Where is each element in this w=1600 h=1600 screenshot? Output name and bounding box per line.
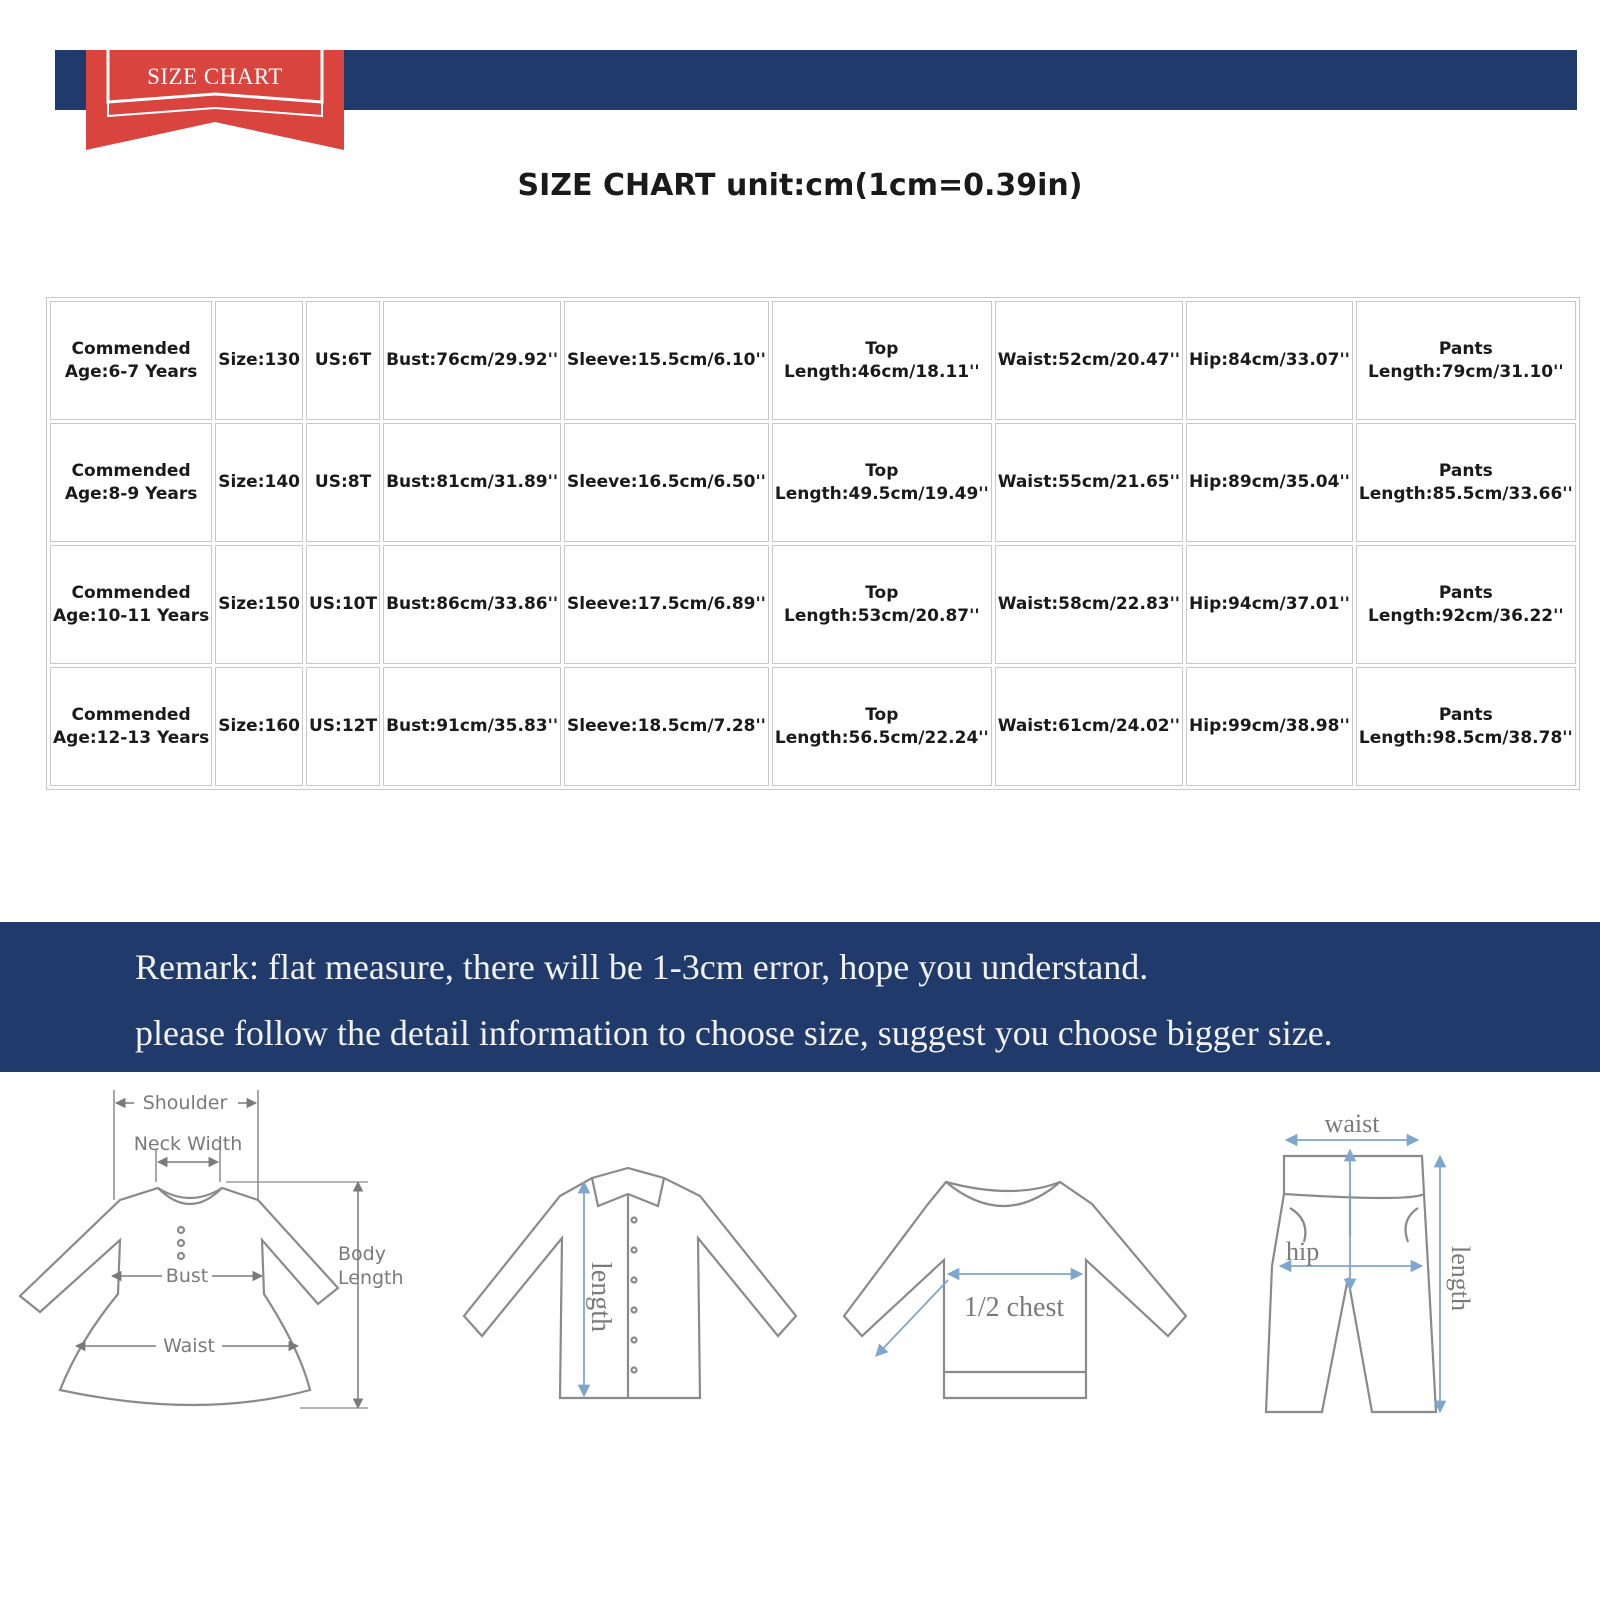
shirt-diagram — [464, 1168, 796, 1398]
shirt-length-label: length — [585, 1262, 616, 1332]
size-table — [46, 297, 1580, 790]
sleeve-cell — [564, 301, 769, 420]
bust-cell-text: Bust:91cm/35.83'' — [386, 716, 559, 736]
sleeve-cell-text: Sleeve:16.5cm/6.50'' — [567, 472, 766, 492]
top-length-cell — [772, 667, 992, 786]
table-row — [50, 667, 1576, 786]
pants-length-cell — [1356, 667, 1576, 786]
sleeve-cell — [564, 667, 769, 786]
hip-cell-text: Hip:84cm/33.07'' — [1189, 350, 1350, 370]
us-size-cell — [306, 667, 380, 786]
size-cell — [215, 301, 303, 420]
remark-line-2: please follow the detail information to choose size, suggest you choose bigger size. — [135, 1013, 1333, 1053]
badge-label: SIZE CHART — [147, 64, 283, 89]
recommended-age-cell-text: Commended — [71, 338, 191, 359]
waist-cell-text: Waist:55cm/21.65'' — [997, 472, 1181, 492]
pants-length-cell-text: Length:85.5cm/33.66'' — [1358, 483, 1573, 504]
waist-cell-text: Waist:58cm/22.83'' — [997, 594, 1181, 614]
recommended-age-cell — [50, 301, 212, 420]
dress-length-label: Length — [338, 1267, 404, 1289]
bust-cell — [383, 423, 561, 542]
pants-length-cell-text: Length:92cm/36.22'' — [1368, 605, 1564, 626]
top-length-cell-text: Top — [865, 460, 899, 481]
size-cell-text: Size:130 — [218, 350, 300, 370]
recommended-age-cell — [50, 667, 212, 786]
sleeve-cell — [564, 423, 769, 542]
recommended-age-cell-text: Age:6-7 Years — [64, 361, 198, 382]
recommended-age-cell-text: Commended — [71, 460, 191, 481]
hip-cell-text: Hip:89cm/35.04'' — [1189, 472, 1350, 492]
top-length-cell-text: Length:56.5cm/22.24'' — [774, 727, 989, 748]
dress-shoulder-label: Shoulder — [142, 1092, 228, 1114]
recommended-age-cell — [50, 423, 212, 542]
bust-cell — [383, 301, 561, 420]
table-row — [50, 423, 1576, 542]
bust-cell — [383, 545, 561, 664]
sleeve-cell-text: Sleeve:15.5cm/6.10'' — [567, 350, 766, 370]
us-size-cell-text: US:12T — [308, 716, 378, 736]
bust-cell — [383, 667, 561, 786]
hip-cell — [1186, 301, 1353, 420]
pants-length-cell-text: Length:79cm/31.10'' — [1368, 361, 1564, 382]
hip-cell-text: Hip:94cm/37.01'' — [1189, 594, 1350, 614]
top-length-cell — [772, 423, 992, 542]
dress-body-label: Body — [338, 1243, 386, 1265]
hip-cell-text: Hip:99cm/38.98'' — [1189, 716, 1350, 736]
remark-band — [0, 922, 1600, 1072]
waist-cell-text: Waist:61cm/24.02'' — [997, 716, 1181, 736]
top-length-cell-text: Top — [865, 582, 899, 603]
dress-neck-width-label: Neck Width — [133, 1133, 243, 1155]
top-length-cell-text: Top — [865, 338, 899, 359]
pants-length-cell — [1356, 423, 1576, 542]
hip-cell — [1186, 545, 1353, 664]
pants-length-cell-text: Length:98.5cm/38.78'' — [1358, 727, 1573, 748]
recommended-age-cell-text: Commended — [71, 582, 191, 603]
table-row — [50, 301, 1576, 420]
recommended-age-cell-text: Age:10-11 Years — [53, 605, 210, 626]
size-cell-text: Size:150 — [218, 594, 300, 614]
us-size-cell-text: US:6T — [314, 350, 372, 370]
measurement-diagrams — [0, 1090, 1600, 1450]
pants-length-cell — [1356, 301, 1576, 420]
recommended-age-cell — [50, 545, 212, 664]
pants-length-cell-text: Pants — [1438, 582, 1493, 603]
hip-cell — [1186, 423, 1353, 542]
sweater-chest-label: 1/2 chest — [963, 1292, 1065, 1323]
top-length-cell — [772, 545, 992, 664]
top-length-cell-text: Length:49.5cm/19.49'' — [774, 483, 989, 504]
pants-waist-label: waist — [1324, 1109, 1380, 1138]
size-cell — [215, 545, 303, 664]
us-size-cell — [306, 545, 380, 664]
pants-length-cell-text: Pants — [1438, 704, 1493, 725]
bust-cell-text: Bust:81cm/31.89'' — [386, 472, 559, 492]
waist-cell — [995, 667, 1183, 786]
recommended-age-cell-text: Commended — [71, 704, 191, 725]
pants-length-cell-text: Pants — [1438, 460, 1493, 481]
bust-cell-text: Bust:76cm/29.92'' — [386, 350, 559, 370]
top-length-cell — [772, 301, 992, 420]
pants-length-cell-text: Pants — [1438, 338, 1493, 359]
remark-line-1: Remark: flat measure, there will be 1-3cm error, hope you understand. — [135, 947, 1149, 987]
pants-diagram — [1266, 1140, 1440, 1412]
pants-hip-label: hip — [1286, 1237, 1320, 1266]
table-row — [50, 545, 1576, 664]
us-size-cell — [306, 423, 380, 542]
size-cell — [215, 667, 303, 786]
recommended-age-cell-text: Age:12-13 Years — [53, 727, 210, 748]
size-cell — [215, 423, 303, 542]
pants-length-cell — [1356, 545, 1576, 664]
top-length-cell-text: Top — [865, 704, 899, 725]
sleeve-cell-text: Sleeve:18.5cm/7.28'' — [567, 716, 766, 736]
sleeve-cell-text: Sleeve:17.5cm/6.89'' — [567, 594, 766, 614]
size-chart-badge — [86, 50, 344, 150]
top-length-cell-text: Length:46cm/18.11'' — [784, 361, 980, 382]
top-length-cell-text: Length:53cm/20.87'' — [784, 605, 980, 626]
pants-length-label: length — [1446, 1246, 1475, 1311]
us-size-cell-text: US:10T — [308, 594, 378, 614]
us-size-cell-text: US:8T — [314, 472, 372, 492]
waist-cell-text: Waist:52cm/20.47'' — [997, 350, 1181, 370]
recommended-age-cell-text: Age:8-9 Years — [64, 483, 198, 504]
bust-cell-text: Bust:86cm/33.86'' — [386, 594, 559, 614]
dress-waist-label: Waist — [163, 1335, 215, 1357]
size-cell-text: Size:140 — [218, 472, 300, 492]
waist-cell — [995, 423, 1183, 542]
waist-cell — [995, 301, 1183, 420]
chart-title: SIZE CHART unit:cm(1cm=0.39in) — [517, 168, 1083, 203]
diagrams-svg — [0, 1090, 1600, 1450]
size-cell-text: Size:160 — [218, 716, 300, 736]
sweater-diagram — [844, 1182, 1186, 1398]
dress-bust-label: Bust — [165, 1265, 209, 1287]
waist-cell — [995, 545, 1183, 664]
hip-cell — [1186, 667, 1353, 786]
us-size-cell — [306, 301, 380, 420]
sleeve-cell — [564, 545, 769, 664]
